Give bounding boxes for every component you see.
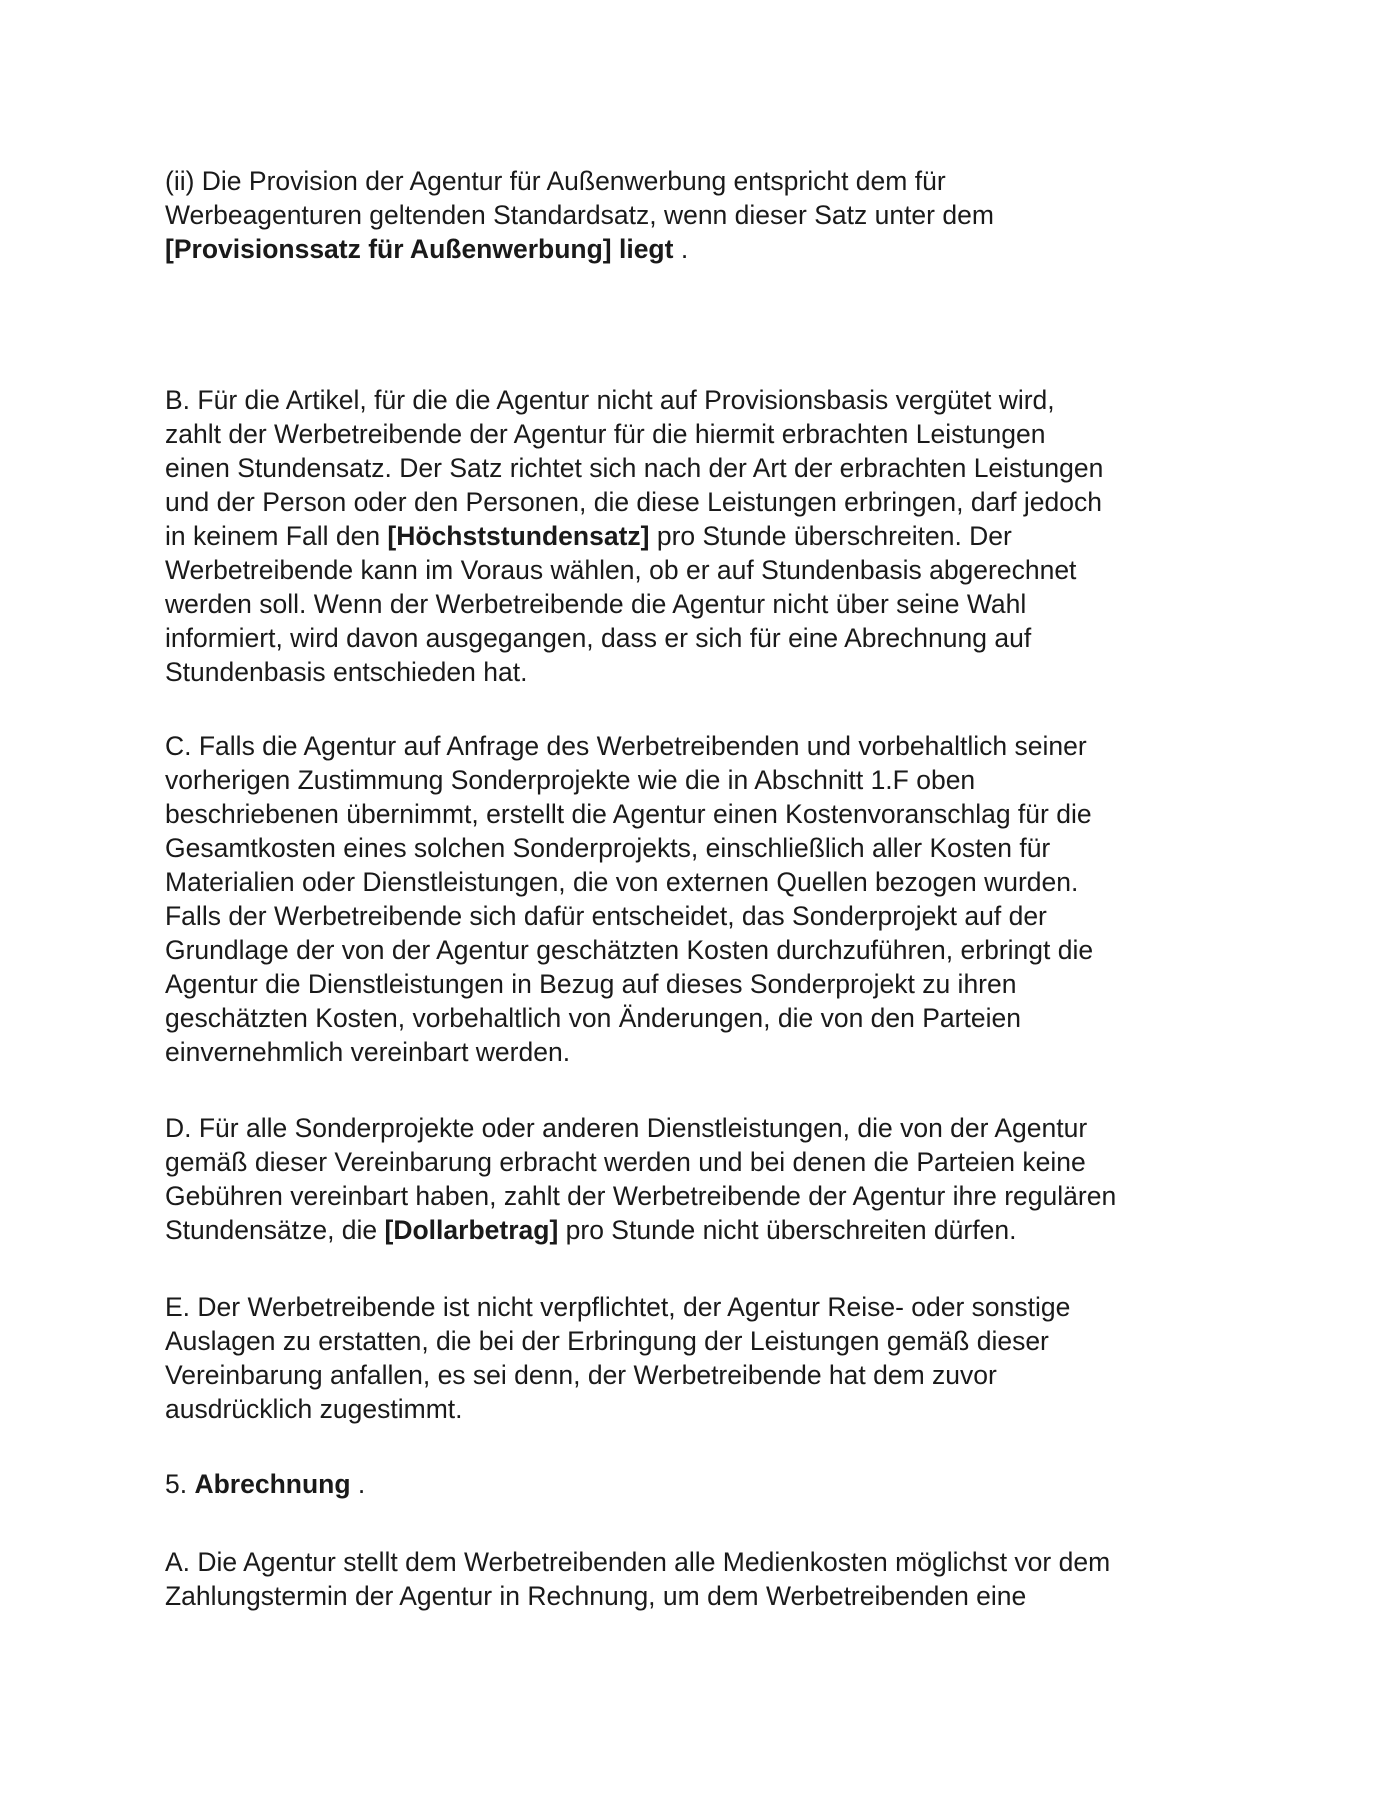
text-line: einvernehmlich vereinbart werden. xyxy=(165,1037,571,1067)
text-line: informiert, wird davon ausgegangen, dass er sich für eine Abrechnung auf xyxy=(165,623,1032,653)
text-fragment: . xyxy=(350,1469,366,1499)
paragraph-ii xyxy=(165,164,1245,266)
text-line: D. Für alle Sonderprojekte oder anderen Dienstleistungen, die von der Agentur xyxy=(165,1113,1088,1143)
placeholder-outdoor-commission-rate: [Provisionssatz für Außenwerbung] liegt xyxy=(165,234,674,264)
placeholder-max-hourly-rate: [Höchststundensatz] xyxy=(387,521,650,551)
paragraph-c xyxy=(165,729,1245,1069)
text-line: beschriebenen übernimmt, erstellt die Agentur einen Kostenvoranschlag für die xyxy=(165,799,1092,829)
text-line: Auslagen zu erstatten, die bei der Erbringung der Leistungen gemäß dieser xyxy=(165,1326,1049,1356)
text-line: A. Die Agentur stellt dem Werbetreibenden alle Medienkosten möglichst vor dem xyxy=(165,1547,1111,1577)
paragraph-a xyxy=(165,1545,1245,1613)
text-line: E. Der Werbetreibende ist nicht verpflichtet, der Agentur Reise- oder sonstige xyxy=(165,1292,1071,1322)
text-line: Werbetreibende kann im Voraus wählen, ob er auf Stundenbasis abgerechnet xyxy=(165,555,1077,585)
text-line: Zahlungstermin der Agentur in Rechnung, um dem Werbetreibenden eine xyxy=(165,1581,1027,1611)
text-line: gemäß dieser Vereinbarung erbracht werden und bei denen die Parteien keine xyxy=(165,1147,1086,1177)
text-line: Stundenbasis entschieden hat. xyxy=(165,657,528,687)
section-number: 5. xyxy=(165,1469,195,1499)
text-line xyxy=(165,1213,1245,1247)
text-line: Gesamtkosten eines solchen Sonderprojekts, einschließlich aller Kosten für xyxy=(165,833,1051,863)
text-line: Agentur die Dienstleistungen in Bezug auf dieses Sonderprojekt zu ihren xyxy=(165,969,1017,999)
text-line: B. Für die Artikel, für die die Agentur nicht auf Provisionsbasis vergütet wird, xyxy=(165,385,1055,415)
paragraph-b xyxy=(165,383,1245,689)
text-line: Werbeagenturen geltenden Standardsatz, wenn dieser Satz unter dem xyxy=(165,200,994,230)
section-heading-5 xyxy=(165,1467,1245,1501)
text-line: ausdrücklich zugestimmt. xyxy=(165,1394,463,1424)
text-line: C. Falls die Agentur auf Anfrage des Werbetreibenden und vorbehaltlich seiner xyxy=(165,731,1087,761)
text-line: und der Person oder den Personen, die diese Leistungen erbringen, darf jedoch xyxy=(165,487,1102,517)
text-line: einen Stundensatz. Der Satz richtet sich nach der Art der erbrachten Leistungen xyxy=(165,453,1104,483)
text-line: werden soll. Wenn der Werbetreibende die Agentur nicht über seine Wahl xyxy=(165,589,1027,619)
text-line: vorherigen Zustimmung Sonderprojekte wie die in Abschnitt 1.F oben xyxy=(165,765,976,795)
text-line: Gebühren vereinbart haben, zahlt der Werbetreibende der Agentur ihre regulären xyxy=(165,1181,1117,1211)
text-fragment: in keinem Fall den xyxy=(165,521,388,551)
text-line: Materialien oder Dienstleistungen, die von externen Quellen bezogen wurden. xyxy=(165,867,1079,897)
text-line xyxy=(165,519,1245,553)
paragraph-d xyxy=(165,1111,1245,1247)
paragraph-e xyxy=(165,1290,1245,1426)
text-line: Vereinbarung anfallen, es sei denn, der Werbetreibende hat dem zuvor xyxy=(165,1360,997,1390)
text-line: Falls der Werbetreibende sich dafür entscheidet, das Sonderprojekt auf der xyxy=(165,901,1047,931)
section-title: Abrechnung xyxy=(194,1469,351,1499)
text-line: Grundlage der von der Agentur geschätzten Kosten durchzuführen, erbringt die xyxy=(165,935,1094,965)
text-line: (ii) Die Provision der Agentur für Außenwerbung entspricht dem für xyxy=(165,166,946,196)
placeholder-dollar-amount: [Dollarbetrag] xyxy=(384,1215,559,1245)
text-line: geschätzten Kosten, vorbehaltlich von Änderungen, die von den Parteien xyxy=(165,1003,1021,1033)
text-line xyxy=(165,1467,1245,1501)
text-line xyxy=(165,232,1245,266)
text-fragment: pro Stunde nicht überschreiten dürfen. xyxy=(558,1215,1017,1245)
text-fragment: pro Stunde überschreiten. Der xyxy=(649,521,1012,551)
text-fragment: . xyxy=(673,234,689,264)
text-line: zahlt der Werbetreibende der Agentur für die hiermit erbrachten Leistungen xyxy=(165,419,1046,449)
text-fragment: Stundensätze, die xyxy=(165,1215,385,1245)
